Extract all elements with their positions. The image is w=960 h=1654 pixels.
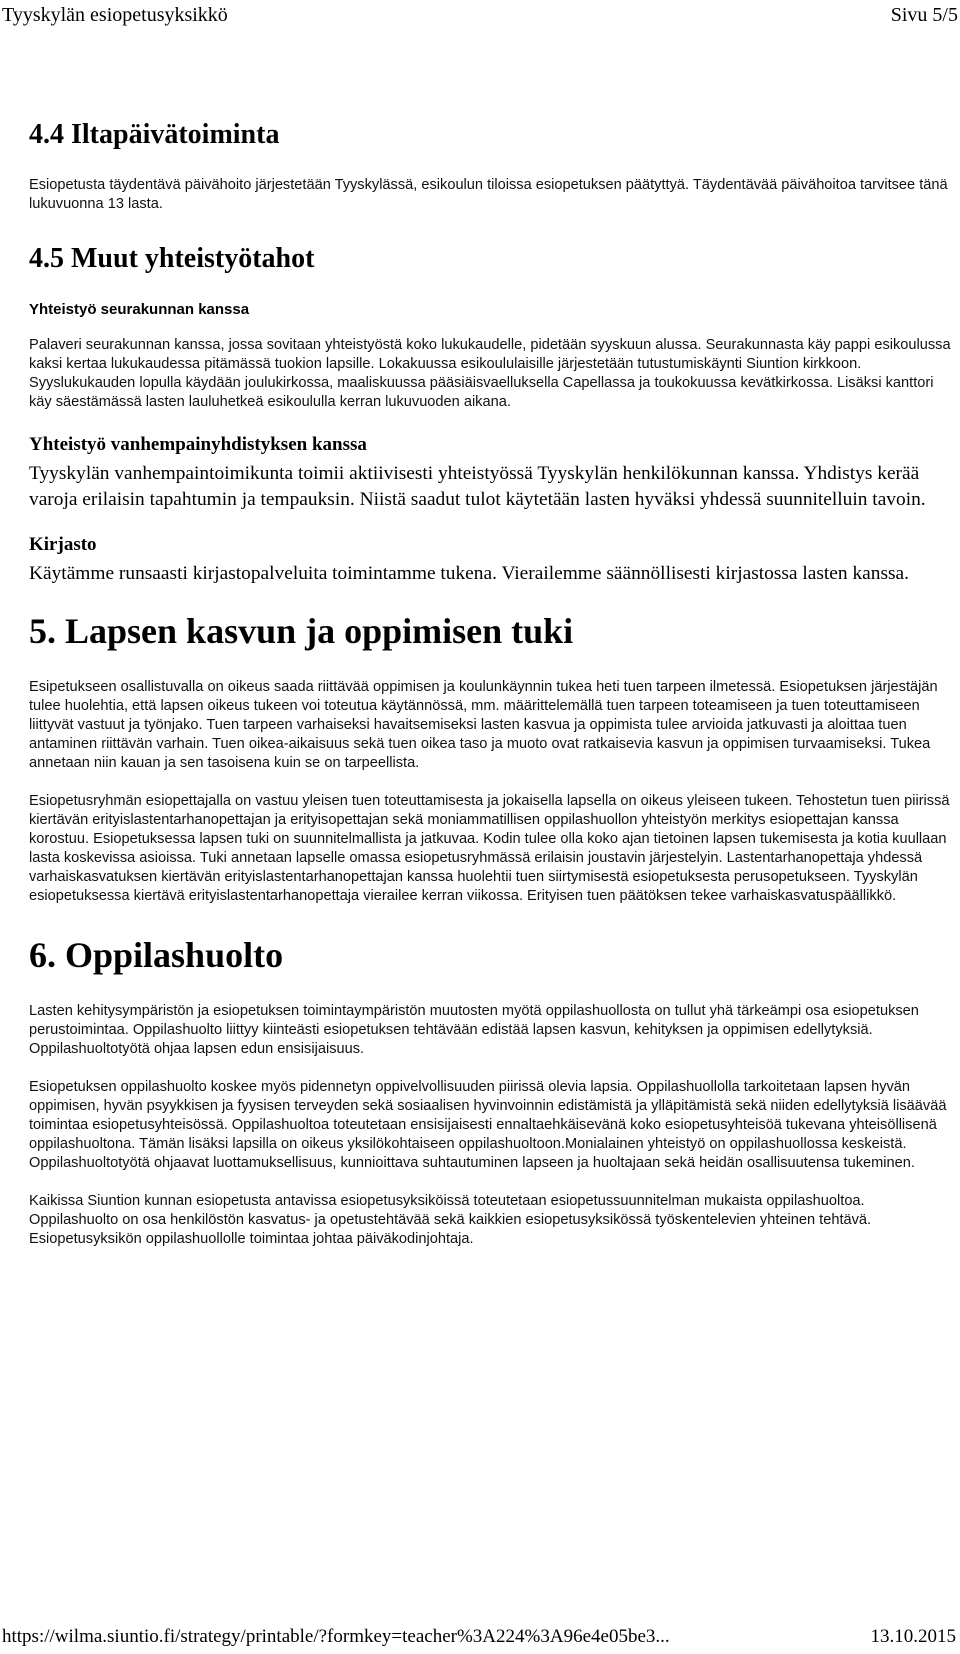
section-5-paragraph-2: Esiopetusryhmän esiopettajalla on vastuu yleisen tuen toteuttamisesta ja jokaisella lapsella on oikeus yleiseen tukeen. Tehostetun tuen piirissä kiertävän erityislastentarhanopettajan ja erityisopettajan sekä moniammatillisen oppilashuollon yhteistyön merkitys esiopettajan kanssa korostuu. Esiopetuksessa lapsen tuki on suunnitelmallista ja jatkuvaa. Kodin tulee olla koko ajan tietoinen lapsen tukemisesta ja kotia kuullaan lasta koskevissa asioissa. Tuki annetaan lapselle omassa esiopetusryhmässä erilaisin joustavin järjestelyin. Lastentarhanopettaja yhdessä varhaiskasvatuksen kiertävän erityislastentarhanopettajan kanssa huolehtii tuen siirtymisestä esiopetuksesta perusopetukseen. Tyyskylän esiopetuksessa kiertävä erityislastentarhanopettaja vierailee kerran viikossa. Erityisen tuen päätöksen tekee varhaiskasvatuspäällikkö. (29, 793, 950, 904)
section-6-paragraph-2: Esiopetuksen oppilashuolto koskee myös pidennetyn oppivelvollisuuden piirissä olevia lapsia. Oppilashuollolla tarkoitetaan lapsen hyvän oppimisen, hyvän psyykkisen ja fyysisen terveyden sekä sosiaalisen hyvinvoinnin edistämistä ja ylläpitämistä sekä niiden edellytyksiä lisäävää toimintaa esiopetusyhteisössä. Oppilashuoltoa toteutetaan ensisijaisesti ennaltaehkäisevänä koko esiopetusyhteisöä tukevana yhteisöllisenä oppilashuoltona. Tämän lisäksi lapsilla on oikeus yksilökohtaiseen oppilashuoltoon.Monialainen yhteistyö on oppilashuollossa keskeistä. Oppilashuoltotyötä ohjaavat luottamuksellisuus, kunnioittava suhtautuminen lapseen ja huoltajaan sekä heidän osallisuutensa tukeminen. (29, 1079, 947, 1171)
running-footer (0, 1626, 960, 1652)
section-4-4-text: Esiopetusta täydentävä päivähoito järjestetään Tyyskylässä, esikoulun tiloissa esiopetuksen päätyttyä. Täydentävää päivähoitoa tarvitsee tänä lukuvuonna 13 lasta. (29, 177, 948, 212)
document-title: Tyyskylän esiopetusyksikkö (2, 4, 228, 26)
section-6-paragraph-1: Lasten kehitysympäristön ja esiopetuksen toimintaympäristön muutosten myötä oppilashuollosta on tullut yhä tärkeämpi osa esiopetuksen perustoimintaa. Oppilashuolto liittyy kiinteästi esiopetuksen tehtävään edistää lapsen kasvun, kehityksen ja oppimisen edellytyksiä. Oppilashuoltotyötä ohjaa lapsen edun ensisijaisuus. (29, 1003, 919, 1057)
section-5-heading: 5. Lapsen kasvun ja oppimisen tuki (29, 611, 574, 651)
section-4-5-heading: 4.5 Muut yhteistyötahot (29, 243, 315, 274)
seurakunta-text: Palaveri seurakunnan kanssa, jossa sovitaan yhteistyöstä koko lukukaudelle, pidetään syyskuun alussa. Seurakunnasta käy pappi esikoulussa kaksi kertaa lukukaudessa pitämässä tuokion lapsille. Lokakuussa esikoululaisille järjestetään tutustumiskäynti Siuntion kirkkoon. Syyslukukauden lopulla käydään joulukirkossa, maaliskuussa pääsiäisvaelluksella Capellassa ja toukokuussa kevätkirkossa. Lisäksi kanttori käy säestämässä lasten lauluhetkeä esikoululla kerran lukuvuoden aikana. (29, 337, 951, 410)
seurakunta-heading: Yhteistyö seurakunnan kanssa (29, 301, 250, 318)
section-4-4-heading: 4.4 Iltapäivätoiminta (29, 119, 280, 150)
kirjasto-heading: Kirjasto (29, 534, 97, 555)
vanhemmat-text: Tyyskylän vanhempaintoimikunta toimii aktiivisesti yhteistyössä Tyyskylän henkilökunnan kanssa. Yhdistys kerää varoja erilaisin tapahtumin ja tempauksin. Niistä saadut tulot käytetään lasten hyväksi yhdessä suunnitelluin tavoin. (29, 463, 926, 510)
print-date: 13.10.2015 (870, 1626, 956, 1647)
document-body (29, 118, 957, 1249)
source-url: https://wilma.siuntio.fi/strategy/printable/?formkey=teacher%3A224%3A96e4e05be3... (2, 1626, 670, 1647)
section-6-paragraph-3: Kaikissa Siuntion kunnan esiopetusta antavissa esiopetusyksiköissä toteutetaan esiopetussuunnitelman mukaista oppilashuoltoa. Oppilashuolto on osa henkilöstön kasvatus- ja opetustehtävää sekä kaikkien esiopetusyksikössä työskentelevien yhteinen tehtävä. Esiopetusyksikön oppilashuollolle toimintaa johtaa päiväkodinjohtaja. (29, 1193, 872, 1247)
vanhemmat-heading: Yhteistyö vanhempainyhdistyksen kanssa (29, 434, 367, 455)
page-number: Sivu 5/5 (890, 4, 958, 26)
kirjasto-text: Käytämme runsaasti kirjastopalveluita toimintamme tukena. Vierailemme säännöllisesti kirjastossa lasten kanssa. (29, 563, 909, 584)
section-5-paragraph-1: Esipetukseen osallistuvalla on oikeus saada riittävää oppimisen ja koulunkäynnin tukea heti tuen tarpeen ilmetessä. Esiopetuksen järjestäjän tulee huolehtia, että lapsen oikeus tukeen voi toteutua käytännössä, mm. määrittelemällä tuen tarpeen toteamiseen ja tuen toteuttamiseen liittyvät vastuut ja työnjako. Tuen tarpeen varhaiseksi havaitsemiseksi lasten kasvua ja oppimista tulee arvioida jatkuvasti ja aloittaa tuen antaminen riittävän varhain. Tuen oikea-aikaisuus sekä tuen oikea taso ja muoto ovat ratkaisevia kasvun ja oppimisen turvaamiseksi. Tukea annetaan niin kauan ja sen tasoisena kuin se on tarpeellista. (29, 679, 938, 771)
running-header (0, 4, 960, 32)
section-6-heading: 6. Oppilashuolto (29, 935, 284, 975)
